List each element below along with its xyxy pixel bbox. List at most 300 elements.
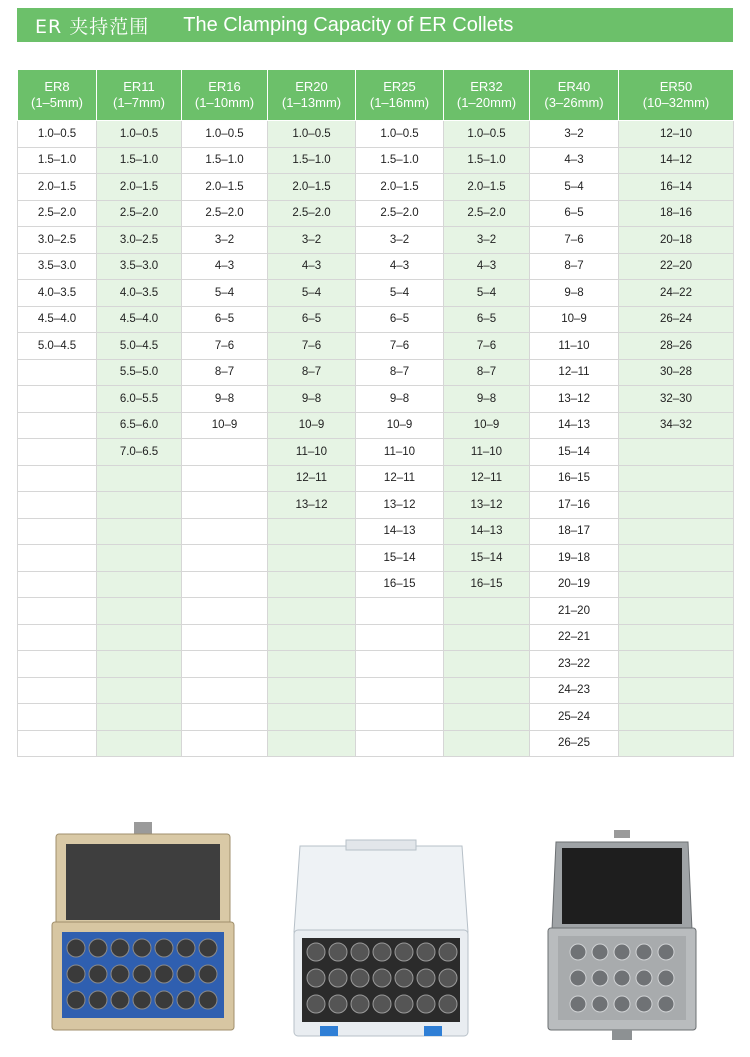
table-cell [182, 730, 268, 757]
title-banner [17, 8, 733, 42]
column-header-er25 [356, 70, 444, 121]
table-cell: 24–23 [530, 677, 619, 704]
table-cell: 3.5–3.0 [97, 253, 182, 280]
table-cell: 18–17 [530, 518, 619, 545]
collet-icon [67, 965, 85, 983]
table-cell: 24–22 [619, 280, 734, 307]
collet-icon [439, 995, 457, 1013]
table-cell: 12–10 [619, 121, 734, 148]
table-cell: 19–18 [530, 545, 619, 572]
table-cell: 23–22 [530, 651, 619, 678]
table-cell [18, 359, 97, 386]
table-cell: 12–11 [530, 359, 619, 386]
table-cell [182, 545, 268, 572]
column-header-er16 [182, 70, 268, 121]
table-cell: 4.0–3.5 [18, 280, 97, 307]
table-cell [619, 571, 734, 598]
table-row [18, 651, 734, 678]
table-row [18, 227, 734, 254]
table-cell [268, 571, 356, 598]
table-cell [97, 730, 182, 757]
collet-icon [373, 943, 391, 961]
table-cell: 1.5–1.0 [268, 147, 356, 174]
table-cell [97, 518, 182, 545]
table-cell: 1.0–0.5 [97, 121, 182, 148]
collet-icon [570, 996, 586, 1012]
table-cell: 3.0–2.5 [18, 227, 97, 254]
table-cell: 4–3 [530, 147, 619, 174]
table-cell [182, 651, 268, 678]
collet-icon [395, 995, 413, 1013]
collet-icon [592, 996, 608, 1012]
table-cell: 4.5–4.0 [97, 306, 182, 333]
collet-icon [658, 996, 674, 1012]
table-cell: 8–7 [268, 359, 356, 386]
collet-icon [636, 996, 652, 1012]
collet-icon [329, 969, 347, 987]
table-cell: 25–24 [530, 704, 619, 731]
table-cell: 3–2 [444, 227, 530, 254]
table-cell [356, 624, 444, 651]
table-cell: 3.5–3.0 [18, 253, 97, 280]
table-cell: 8–7 [444, 359, 530, 386]
table-cell: 22–20 [619, 253, 734, 280]
column-range: (10–32mm) [642, 95, 710, 110]
table-cell: 34–32 [619, 412, 734, 439]
table-cell [356, 704, 444, 731]
collet-icon [307, 969, 325, 987]
table-cell: 1.5–1.0 [356, 147, 444, 174]
table-cell [619, 518, 734, 545]
table-row [18, 518, 734, 545]
collet-icon [111, 939, 129, 957]
column-range: (1–16mm) [369, 95, 430, 110]
table-row [18, 624, 734, 651]
column-range: (1–10mm) [194, 95, 255, 110]
table-cell: 7–6 [182, 333, 268, 360]
table-cell: 2.0–1.5 [356, 174, 444, 201]
table-row [18, 200, 734, 227]
table-cell: 4–3 [444, 253, 530, 280]
table-cell: 9–8 [530, 280, 619, 307]
table-cell: 8–7 [356, 359, 444, 386]
wooden-box-collet-set-icon [38, 812, 238, 1037]
table-cell: 9–8 [356, 386, 444, 413]
table-cell: 12–11 [356, 465, 444, 492]
collet-icon [307, 943, 325, 961]
table-cell [18, 677, 97, 704]
table-cell: 5.5–5.0 [97, 359, 182, 386]
table-cell: 3–2 [530, 121, 619, 148]
table-cell: 7–6 [444, 333, 530, 360]
table-cell: 5–4 [444, 280, 530, 307]
collet-icon [614, 944, 630, 960]
table-cell: 5–4 [268, 280, 356, 307]
table-row [18, 571, 734, 598]
table-cell: 22–21 [530, 624, 619, 651]
collet-icon [329, 995, 347, 1013]
table-cell [444, 677, 530, 704]
table-cell: 2.0–1.5 [444, 174, 530, 201]
table-cell: 9–8 [444, 386, 530, 413]
column-name: ER50 [659, 79, 693, 94]
table-cell: 13–12 [530, 386, 619, 413]
table-cell: 13–12 [444, 492, 530, 519]
table-cell [18, 571, 97, 598]
table-cell: 32–30 [619, 386, 734, 413]
collet-icon [592, 970, 608, 986]
table-cell: 15–14 [530, 439, 619, 466]
table-cell: 26–24 [619, 306, 734, 333]
table-cell: 30–28 [619, 359, 734, 386]
collet-icon [177, 939, 195, 957]
table-cell: 7–6 [530, 227, 619, 254]
table-row [18, 359, 734, 386]
collet-icon [417, 995, 435, 1013]
collet-icon [89, 939, 107, 957]
collet-icon [614, 996, 630, 1012]
table-row [18, 306, 734, 333]
column-header-er32 [444, 70, 530, 121]
collet-icon [658, 970, 674, 986]
table-cell: 2.0–1.5 [97, 174, 182, 201]
collet-icon [373, 995, 391, 1013]
table-cell: 4.5–4.0 [18, 306, 97, 333]
table-cell [182, 704, 268, 731]
table-cell: 20–18 [619, 227, 734, 254]
collet-icon [155, 991, 173, 1009]
table-cell: 21–20 [530, 598, 619, 625]
table-cell [444, 598, 530, 625]
table-cell: 15–14 [444, 545, 530, 572]
table-cell: 12–11 [268, 465, 356, 492]
table-cell [356, 730, 444, 757]
collet-icon [614, 970, 630, 986]
collet-icon [111, 991, 129, 1009]
table-cell: 16–14 [619, 174, 734, 201]
table-cell [182, 492, 268, 519]
table-cell [97, 677, 182, 704]
collet-icon [67, 939, 85, 957]
collet-icon [177, 965, 195, 983]
title-chinese: ER 夹持范围 [35, 15, 150, 38]
collet-icon [155, 965, 173, 983]
table-cell: 11–10 [268, 439, 356, 466]
table-cell: 9–8 [182, 386, 268, 413]
table-cell [619, 465, 734, 492]
table-row [18, 386, 734, 413]
collet-icon [67, 991, 85, 1009]
table-cell: 3–2 [182, 227, 268, 254]
collet-icon [199, 965, 217, 983]
title-english: The Clamping Capacity of ER Collets [183, 13, 514, 36]
column-range: (1–7mm) [112, 95, 165, 110]
table-cell: 3.0–2.5 [97, 227, 182, 254]
table-cell [182, 598, 268, 625]
collet-icon [373, 969, 391, 987]
table-cell [268, 545, 356, 572]
collet-icon [351, 995, 369, 1013]
table-cell: 13–12 [268, 492, 356, 519]
table-row [18, 465, 734, 492]
column-header-er8 [18, 70, 97, 121]
collet-icon [439, 943, 457, 961]
table-cell: 1.5–1.0 [444, 147, 530, 174]
collet-icon [636, 944, 652, 960]
table-cell: 14–13 [444, 518, 530, 545]
table-row [18, 730, 734, 757]
table-cell [268, 651, 356, 678]
column-header-er50 [619, 70, 734, 121]
table-cell [356, 651, 444, 678]
table-row [18, 439, 734, 466]
plastic-case-collet-set-icon [286, 812, 476, 1044]
table-row [18, 253, 734, 280]
table-cell: 6–5 [356, 306, 444, 333]
table-cell: 6–5 [530, 200, 619, 227]
table-cell [268, 518, 356, 545]
collet-icon [395, 969, 413, 987]
table-cell: 5.0–4.5 [97, 333, 182, 360]
collet-icon [592, 944, 608, 960]
table-cell: 7–6 [268, 333, 356, 360]
table-cell [18, 439, 97, 466]
column-name: ER25 [383, 79, 416, 94]
table-cell: 1.5–1.0 [182, 147, 268, 174]
column-range: (1–5mm) [30, 95, 83, 110]
table-cell [18, 412, 97, 439]
table-cell: 4–3 [182, 253, 268, 280]
collet-icon [658, 944, 674, 960]
table-cell: 2.5–2.0 [268, 200, 356, 227]
table-cell: 16–15 [444, 571, 530, 598]
table-cell [619, 545, 734, 572]
table-cell: 1.5–1.0 [97, 147, 182, 174]
table-cell: 3–2 [268, 227, 356, 254]
table-cell: 2.0–1.5 [268, 174, 356, 201]
table-cell [182, 624, 268, 651]
table-cell: 5–4 [530, 174, 619, 201]
table-cell: 14–13 [356, 518, 444, 545]
table-cell: 18–16 [619, 200, 734, 227]
table-cell [619, 730, 734, 757]
table-cell [268, 598, 356, 625]
table-cell: 11–10 [356, 439, 444, 466]
table-cell [18, 624, 97, 651]
column-name: ER20 [295, 79, 328, 94]
table-cell [268, 704, 356, 731]
table-cell: 10–9 [444, 412, 530, 439]
table-cell [18, 598, 97, 625]
table-cell [356, 677, 444, 704]
table-cell: 10–9 [356, 412, 444, 439]
column-name: ER40 [557, 79, 591, 94]
table-cell [18, 518, 97, 545]
table-cell: 5.0–4.5 [18, 333, 97, 360]
collet-icon [111, 965, 129, 983]
table-cell [18, 651, 97, 678]
table-cell [619, 677, 734, 704]
table-cell [268, 624, 356, 651]
table-cell: 12–11 [444, 465, 530, 492]
column-header-er40 [530, 70, 619, 121]
table-cell [97, 571, 182, 598]
collet-icon [570, 944, 586, 960]
table-row [18, 677, 734, 704]
table-cell [619, 704, 734, 731]
table-cell: 10–9 [268, 412, 356, 439]
table-cell [268, 677, 356, 704]
table-cell: 8–7 [182, 359, 268, 386]
collet-icon [417, 969, 435, 987]
table-cell: 1.0–0.5 [356, 121, 444, 148]
column-name: ER16 [208, 79, 241, 94]
table-row [18, 147, 734, 174]
table-cell: 6–5 [182, 306, 268, 333]
table-cell: 1.0–0.5 [182, 121, 268, 148]
table-cell: 1.0–0.5 [444, 121, 530, 148]
table-cell: 1.0–0.5 [268, 121, 356, 148]
table-cell: 14–13 [530, 412, 619, 439]
table-row [18, 545, 734, 572]
table-cell [619, 651, 734, 678]
table-cell: 5–4 [182, 280, 268, 307]
table-cell: 16–15 [356, 571, 444, 598]
table-cell: 3–2 [356, 227, 444, 254]
table-cell [444, 730, 530, 757]
table-cell: 5–4 [356, 280, 444, 307]
table-cell [18, 492, 97, 519]
table-cell [97, 704, 182, 731]
table-cell [182, 677, 268, 704]
column-range: (1–13mm) [281, 95, 342, 110]
table-cell [18, 386, 97, 413]
table-cell: 2.5–2.0 [356, 200, 444, 227]
collet-icon [199, 939, 217, 957]
table-cell: 10–9 [182, 412, 268, 439]
column-header-er20 [268, 70, 356, 121]
collet-icon [199, 991, 217, 1009]
table-cell [97, 545, 182, 572]
table-cell: 9–8 [268, 386, 356, 413]
table-row [18, 412, 734, 439]
table-row [18, 280, 734, 307]
table-row [18, 174, 734, 201]
table-cell: 11–10 [530, 333, 619, 360]
table-cell [444, 624, 530, 651]
table-cell: 2.0–1.5 [182, 174, 268, 201]
table-cell [97, 492, 182, 519]
table-row [18, 598, 734, 625]
collet-icon [636, 970, 652, 986]
table-cell [444, 651, 530, 678]
table-cell: 7–6 [356, 333, 444, 360]
table-cell: 17–16 [530, 492, 619, 519]
collet-icon [417, 943, 435, 961]
collet-icon [89, 965, 107, 983]
table-cell: 2.5–2.0 [182, 200, 268, 227]
table-cell [18, 465, 97, 492]
table-cell: 14–12 [619, 147, 734, 174]
table-cell [268, 730, 356, 757]
aluminum-case-collet-set-icon [542, 812, 702, 1044]
table-cell [18, 704, 97, 731]
table-body [18, 121, 734, 757]
table-row [18, 121, 734, 148]
collet-icon [329, 943, 347, 961]
collet-icon [570, 970, 586, 986]
table-cell [97, 624, 182, 651]
table-cell: 26–25 [530, 730, 619, 757]
table-cell [18, 730, 97, 757]
table-cell [619, 492, 734, 519]
collet-icon [395, 943, 413, 961]
table-cell: 4.0–3.5 [97, 280, 182, 307]
collet-icon [439, 969, 457, 987]
table-cell [619, 439, 734, 466]
table-cell: 2.5–2.0 [97, 200, 182, 227]
table-cell [444, 704, 530, 731]
table-cell: 2.5–2.0 [18, 200, 97, 227]
collet-icon [133, 939, 151, 957]
table-cell [619, 598, 734, 625]
clamping-capacity-table [17, 69, 734, 757]
column-range: (3–26mm) [544, 95, 604, 110]
table-cell: 20–19 [530, 571, 619, 598]
table-cell [18, 545, 97, 572]
table-cell: 15–14 [356, 545, 444, 572]
table-cell: 1.0–0.5 [18, 121, 97, 148]
table-cell [97, 598, 182, 625]
table-row [18, 333, 734, 360]
table-cell: 2.5–2.0 [444, 200, 530, 227]
table-cell [97, 651, 182, 678]
table-cell [619, 624, 734, 651]
table-cell: 6–5 [268, 306, 356, 333]
table-cell [182, 439, 268, 466]
table-cell: 1.5–1.0 [18, 147, 97, 174]
table-cell: 16–15 [530, 465, 619, 492]
table-cell: 8–7 [530, 253, 619, 280]
collet-icon [351, 943, 369, 961]
table-cell: 13–12 [356, 492, 444, 519]
product-photos [0, 812, 750, 1057]
table-cell [97, 465, 182, 492]
collet-icon [89, 991, 107, 1009]
table-cell: 10–9 [530, 306, 619, 333]
collet-icon [177, 991, 195, 1009]
column-header-er11 [97, 70, 182, 121]
table-cell: 4–3 [356, 253, 444, 280]
table-cell: 11–10 [444, 439, 530, 466]
table-cell: 6.0–5.5 [97, 386, 182, 413]
table-cell: 6.5–6.0 [97, 412, 182, 439]
collet-icon [155, 939, 173, 957]
collet-icon [307, 995, 325, 1013]
column-name: ER32 [470, 79, 503, 94]
table-cell: 2.0–1.5 [18, 174, 97, 201]
table-cell [356, 598, 444, 625]
table-cell [182, 465, 268, 492]
column-range: (1–20mm) [456, 95, 517, 110]
table-cell [182, 571, 268, 598]
table-cell: 4–3 [268, 253, 356, 280]
table-cell: 7.0–6.5 [97, 439, 182, 466]
collet-icon [133, 991, 151, 1009]
column-name: ER8 [44, 79, 70, 94]
table-row [18, 492, 734, 519]
column-name: ER11 [123, 79, 155, 94]
